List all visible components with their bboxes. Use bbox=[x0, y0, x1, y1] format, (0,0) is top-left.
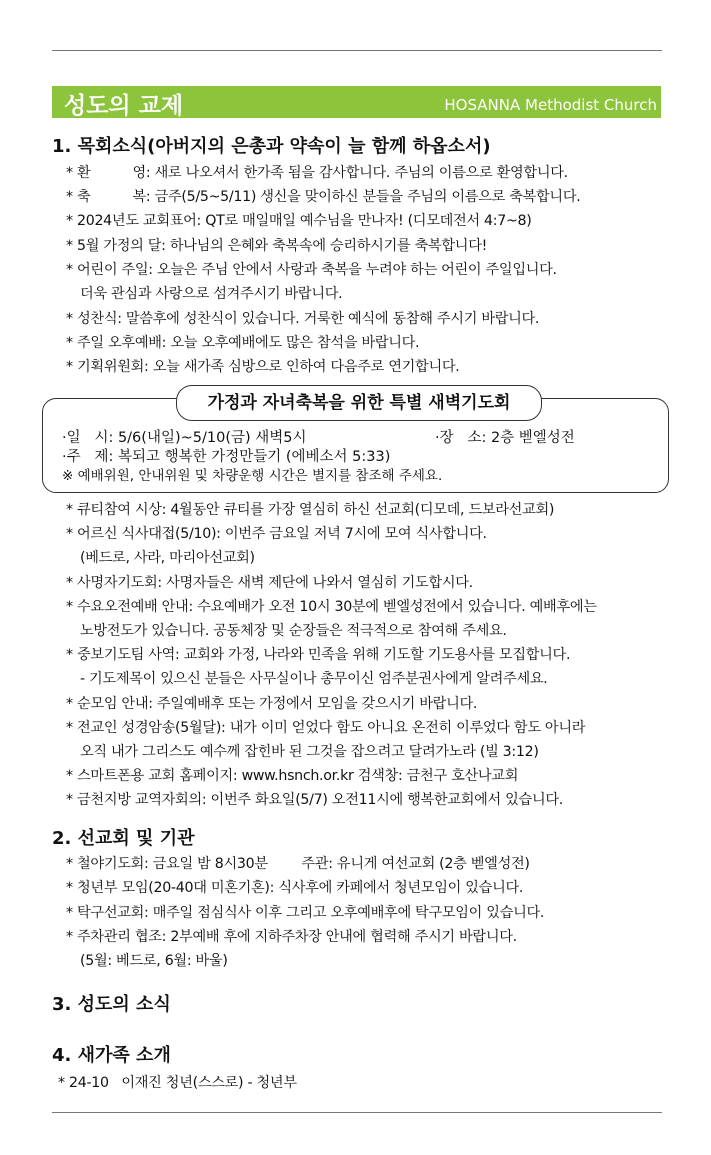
list-item: * 큐티참여 시상: 4월동안 큐티를 가장 열심히 하신 선교회(디모데, 드보라선교회) bbox=[66, 502, 555, 518]
list-item: * 24-10 이재진 청년(스스로) - 청년부 bbox=[58, 1075, 297, 1091]
heading-missions: 2. 선교회 및 기관 bbox=[52, 828, 195, 849]
section-header-bar bbox=[52, 86, 661, 118]
list-item-continued: 더욱 관심과 사랑으로 섬겨주시기 바랍니다. bbox=[80, 286, 343, 302]
list-item: * 청년부 모임(20-40대 미혼기혼): 식사후에 카페에서 청년모임이 있습니다. bbox=[66, 880, 524, 896]
list-item-continued: (5월: 베드로, 6월: 바울) bbox=[80, 953, 228, 969]
heading-pastoral-news: 1. 목회소식(아버지의 은총과 약속이 늘 함께 하옵소서) bbox=[52, 136, 491, 157]
list-item: * 2024년도 교회표어: QT로 매일매일 예수님을 만나자! (디모데전서 4:7~8) bbox=[66, 213, 532, 229]
prayer-theme: ·주 제: 복되고 행복한 가정만들기 (에베소서 5:33) bbox=[62, 449, 391, 465]
list-item: * 주일 오후예배: 오늘 오후예배에도 많은 참석을 바랍니다. bbox=[66, 335, 420, 351]
heading-new-family: 4. 새가족 소개 bbox=[52, 1045, 171, 1066]
list-item: * 환 영: 새로 나오셔서 한가족 됨을 감사합니다. 주님의 이름으로 환영합니다. bbox=[66, 165, 568, 181]
list-item-continued: - 기도제목이 있으신 분들은 사무실이나 총무이신 엄주분권사에게 알려주세요. bbox=[80, 671, 548, 687]
list-item: * 축 복: 금주(5/5~5/11) 생신을 맞이하신 분들을 주님의 이름으로 축복합니다. bbox=[66, 189, 581, 205]
prayer-date: ·일 시: 5/6(내일)~5/10(금) 새벽5시 bbox=[62, 430, 307, 446]
prayer-place: ·장 소: 2층 벧엘성전 bbox=[435, 430, 575, 446]
list-item: * 사명자기도회: 사명자들은 새벽 제단에 나와서 열심히 기도합시다. bbox=[66, 575, 473, 591]
list-item: * 전교인 성경암송(5월달): 내가 이미 얻었다 함도 아니요 온전히 이루었다 함도 아니라 bbox=[66, 720, 586, 736]
list-item: * 금천지방 교역자회의: 이번주 화요일(5/7) 오전11시에 행복한교회에서 있습니다. bbox=[66, 792, 563, 808]
top-divider bbox=[52, 50, 662, 51]
list-item: * 중보기도팀 사역: 교회와 가정, 나라와 민족을 위해 기도할 기도용사를 모집합니다. bbox=[66, 647, 571, 663]
bottom-divider bbox=[52, 1112, 662, 1113]
list-item-continued: 오직 내가 그리스도 예수께 잡힌바 된 그것을 잡으려고 달려가노라 (빌 3:12) bbox=[80, 744, 539, 760]
church-name: HOSANNA Methodist Church bbox=[444, 96, 657, 114]
heading-member-news: 3. 성도의 소식 bbox=[52, 994, 171, 1015]
list-item: * 순모임 안내: 주일예배후 또는 가정에서 모임을 갖으시기 바랍니다. bbox=[66, 696, 478, 712]
list-item: * 어린이 주일: 오늘은 주님 안에서 사랑과 축복을 누려야 하는 어린이 주일입니다. bbox=[66, 262, 557, 278]
special-prayer-title: 가정과 자녀축복을 위한 특별 새벽기도회 bbox=[176, 385, 542, 421]
list-item-continued: (베드로, 사라, 마리아선교회) bbox=[80, 550, 255, 566]
list-item: * 5월 가정의 달: 하나님의 은혜와 축복속에 승리하시기를 축복합니다! bbox=[66, 238, 488, 254]
list-item: * 성찬식: 말씀후에 성찬식이 있습니다. 거룩한 예식에 동참해 주시기 바랍니다. bbox=[66, 311, 540, 327]
list-item: * 스마트폰용 교회 홈페이지: www.hsnch.or.kr 검색창: 금천구 호산나교회 bbox=[66, 768, 519, 784]
prayer-note: ※ 예배위원, 안내위원 및 차량운행 시간은 별지를 참조해 주세요. bbox=[62, 468, 443, 484]
list-item-continued: 노방전도가 있습니다. 공동체장 및 순장들은 적극적으로 참여해 주세요. bbox=[80, 623, 507, 639]
list-item: * 수요오전예배 안내: 수요예배가 오전 10시 30분에 벧엘성전에서 있습니다. 예배후에는 bbox=[66, 599, 597, 615]
list-item: * 주차관리 협조: 2부예배 후에 지하주차장 안내에 협력해 주시기 바랍니다. bbox=[66, 929, 517, 945]
list-item: * 기획위원회: 오늘 새가족 심방으로 인하여 다음주로 연기합니다. bbox=[66, 359, 460, 375]
header-title: 성도의 교제 bbox=[64, 93, 184, 119]
list-item: * 탁구선교회: 매주일 점심식사 이후 그리고 오후예배후에 탁구모임이 있습니다. bbox=[66, 905, 545, 921]
list-item: * 어르신 식사대접(5/10): 이번주 금요일 저녁 7시에 모여 식사합니다. bbox=[66, 526, 487, 542]
list-item: * 철야기도회: 금요일 밤 8시30분 주관: 유니게 여선교회 (2층 벧엘성전) bbox=[66, 856, 530, 872]
